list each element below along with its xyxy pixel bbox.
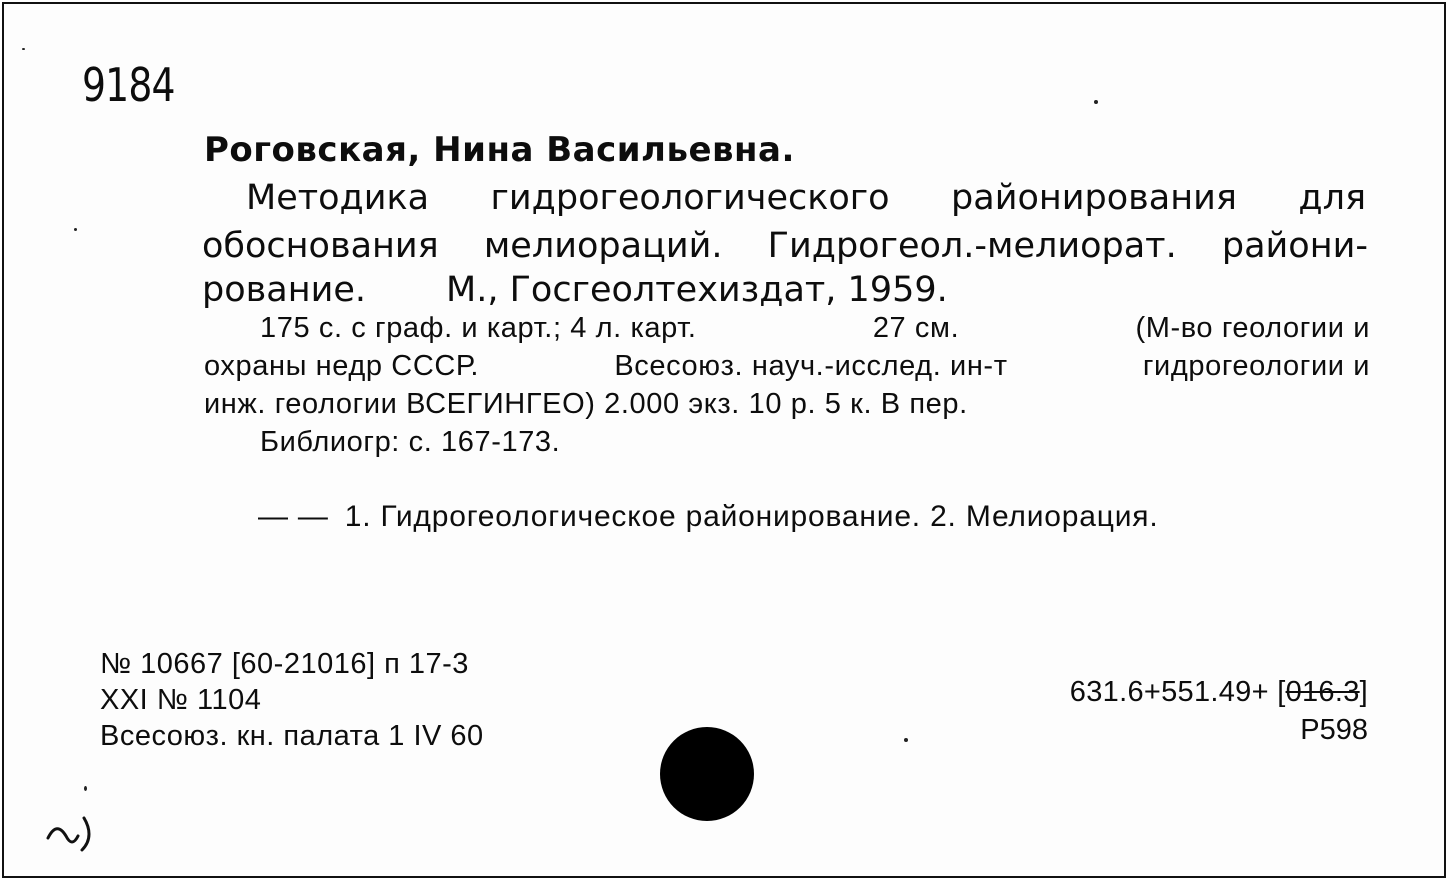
- title-word: гидрогеологического: [490, 178, 890, 218]
- ink-speck: [74, 228, 77, 231]
- physical-description-line-3: инж. геологии ВСЕГИНГЕО) 2.000 экз. 10 р. 5 к. В пер.: [204, 388, 968, 420]
- registration-line-3: Всесоюз. кн. палата 1 IV 60: [100, 720, 484, 752]
- udc-main: 631.6+551.49+ [: [1069, 676, 1286, 708]
- registration-line-2: XXI № 1104: [100, 684, 262, 716]
- title-word: Методика: [246, 178, 430, 218]
- title-word: районирования: [951, 178, 1237, 218]
- series-note-part: Всесоюз. науч.-исслед. ин-т: [614, 350, 1008, 382]
- title-line-1: [246, 178, 1366, 218]
- handwritten-card-number: 9184: [82, 58, 175, 112]
- title-word: мелиораций.: [483, 226, 723, 266]
- author-name: Роговская, Нина Васильевна.: [204, 130, 795, 170]
- bibliography-note: Библиогр: с. 167-173.: [260, 426, 561, 458]
- title-word: райони-: [1221, 226, 1368, 266]
- title-word: Гидрогеол.-мелиорат.: [767, 226, 1177, 266]
- title-line-2: [202, 226, 1368, 266]
- udc-struck: 016.3: [1285, 676, 1360, 708]
- series-note-part: охраны недр СССР.: [204, 350, 480, 382]
- author-code: Р598: [1300, 714, 1368, 746]
- title-word: обоснования: [202, 226, 439, 266]
- subject-headings: [258, 500, 1158, 534]
- subject-list: 1. Гидрогеологическое районирование. 2. Мелиорация.: [344, 500, 1159, 533]
- ink-speck: [84, 786, 87, 791]
- punch-hole: [660, 727, 754, 821]
- dimensions: 27 см.: [872, 312, 960, 344]
- udc-classification: [1070, 676, 1368, 709]
- title-word: для: [1298, 178, 1366, 218]
- subject-dashes: — —: [258, 500, 329, 533]
- title-line-3: [202, 270, 948, 310]
- series-note-part: гидрогеологии и: [1142, 350, 1370, 382]
- physical-description-line-2: [204, 350, 1370, 383]
- ink-speck: [1094, 100, 1098, 104]
- ink-speck: [22, 48, 25, 50]
- udc-close: ]: [1359, 676, 1368, 708]
- physical-description-line-1: [260, 312, 1370, 345]
- handwritten-mark-icon: [44, 810, 104, 856]
- imprint: М., Госгеолтехиздат, 1959.: [446, 270, 948, 310]
- registration-line-1: № 10667 [60-21016] п 17-3: [100, 648, 469, 680]
- title-end: рование.: [202, 270, 366, 310]
- ink-speck: [904, 738, 908, 742]
- series-note-start: (М-во геологии и: [1135, 312, 1370, 344]
- pagination: 175 с. с граф. и карт.; 4 л. карт.: [260, 312, 697, 344]
